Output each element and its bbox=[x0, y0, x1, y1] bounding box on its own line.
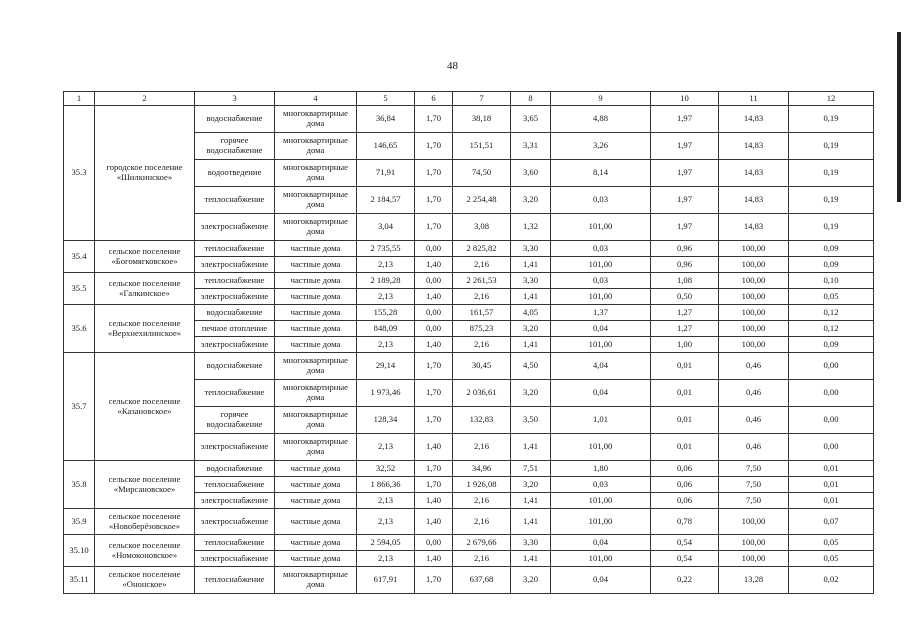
column-number-5: 5 bbox=[357, 92, 415, 106]
value-col-7: 132,83 bbox=[453, 407, 511, 434]
value-col-12: 0,12 bbox=[789, 321, 874, 337]
table-row bbox=[64, 305, 874, 321]
value-col-9: 101,00 bbox=[551, 493, 651, 509]
value-col-5: 2,13 bbox=[357, 509, 415, 535]
housing-type: частные дома bbox=[275, 337, 357, 353]
value-col-9: 0,04 bbox=[551, 321, 651, 337]
housing-type: многоквартирные дома bbox=[275, 567, 357, 594]
housing-type: многоквартирные дома bbox=[275, 106, 357, 133]
value-col-9: 101,00 bbox=[551, 214, 651, 241]
value-col-6: 1,70 bbox=[415, 133, 453, 160]
value-col-6: 1,70 bbox=[415, 187, 453, 214]
value-col-8: 3,20 bbox=[511, 187, 551, 214]
value-col-8: 3,30 bbox=[511, 273, 551, 289]
service-type: теплоснабжение bbox=[195, 535, 275, 551]
value-col-12: 0,05 bbox=[789, 289, 874, 305]
service-type: водоснабжение bbox=[195, 353, 275, 380]
housing-type: частные дома bbox=[275, 535, 357, 551]
value-col-10: 0,06 bbox=[651, 461, 719, 477]
value-col-6: 0,00 bbox=[415, 535, 453, 551]
value-col-12: 0,19 bbox=[789, 133, 874, 160]
value-col-9: 4,88 bbox=[551, 106, 651, 133]
value-col-11: 14,83 bbox=[719, 160, 789, 187]
service-type: теплоснабжение bbox=[195, 273, 275, 289]
service-type: электроснабжение bbox=[195, 551, 275, 567]
value-col-11: 14,83 bbox=[719, 133, 789, 160]
service-type: теплоснабжение bbox=[195, 380, 275, 407]
value-col-7: 875,23 bbox=[453, 321, 511, 337]
value-col-7: 2,16 bbox=[453, 257, 511, 273]
value-col-8: 1,32 bbox=[511, 214, 551, 241]
value-col-5: 71,91 bbox=[357, 160, 415, 187]
row-group-id: 35.8 bbox=[64, 461, 95, 509]
value-col-5: 29,14 bbox=[357, 353, 415, 380]
value-col-10: 0,01 bbox=[651, 407, 719, 434]
table-row bbox=[64, 567, 874, 594]
service-type: теплоснабжение bbox=[195, 187, 275, 214]
value-col-10: 0,01 bbox=[651, 380, 719, 407]
value-col-9: 1,80 bbox=[551, 461, 651, 477]
value-col-7: 2,16 bbox=[453, 509, 511, 535]
value-col-9: 8,14 bbox=[551, 160, 651, 187]
value-col-9: 101,00 bbox=[551, 551, 651, 567]
value-col-12: 0,00 bbox=[789, 407, 874, 434]
housing-type: частные дома bbox=[275, 493, 357, 509]
value-col-5: 128,34 bbox=[357, 407, 415, 434]
value-col-5: 2 594,05 bbox=[357, 535, 415, 551]
value-col-8: 1,41 bbox=[511, 509, 551, 535]
column-number-1: 1 bbox=[64, 92, 95, 106]
table-row bbox=[64, 353, 874, 380]
value-col-9: 4,04 bbox=[551, 353, 651, 380]
value-col-5: 2 735,55 bbox=[357, 241, 415, 257]
value-col-10: 0,50 bbox=[651, 289, 719, 305]
housing-type: многоквартирные дома bbox=[275, 214, 357, 241]
value-col-12: 0,09 bbox=[789, 337, 874, 353]
housing-type: многоквартирные дома bbox=[275, 353, 357, 380]
service-type: электроснабжение bbox=[195, 257, 275, 273]
value-col-5: 2 184,57 bbox=[357, 187, 415, 214]
value-col-5: 2,13 bbox=[357, 337, 415, 353]
housing-type: многоквартирные дома bbox=[275, 380, 357, 407]
value-col-7: 2,16 bbox=[453, 337, 511, 353]
value-col-7: 2,16 bbox=[453, 493, 511, 509]
value-col-11: 13,28 bbox=[719, 567, 789, 594]
value-col-10: 0,01 bbox=[651, 434, 719, 461]
value-col-5: 848,09 bbox=[357, 321, 415, 337]
column-number-2: 2 bbox=[95, 92, 195, 106]
column-number-10: 10 bbox=[651, 92, 719, 106]
value-col-11: 100,00 bbox=[719, 257, 789, 273]
service-type: электроснабжение bbox=[195, 214, 275, 241]
value-col-10: 0,54 bbox=[651, 551, 719, 567]
value-col-8: 3,20 bbox=[511, 477, 551, 493]
value-col-7: 151,51 bbox=[453, 133, 511, 160]
value-col-7: 1 926,08 bbox=[453, 477, 511, 493]
value-col-7: 34,96 bbox=[453, 461, 511, 477]
value-col-10: 1,27 bbox=[651, 305, 719, 321]
value-col-7: 637,68 bbox=[453, 567, 511, 594]
value-col-9: 101,00 bbox=[551, 434, 651, 461]
value-col-10: 0,06 bbox=[651, 477, 719, 493]
value-col-5: 32,52 bbox=[357, 461, 415, 477]
value-col-6: 1,70 bbox=[415, 567, 453, 594]
housing-type: многоквартирные дома bbox=[275, 133, 357, 160]
value-col-12: 0,07 bbox=[789, 509, 874, 535]
value-col-12: 0,00 bbox=[789, 434, 874, 461]
settlement-name: сельское поселение «Галкинское» bbox=[95, 273, 195, 305]
table-header-row bbox=[64, 92, 874, 106]
settlement-name: сельское поселение «Ононское» bbox=[95, 567, 195, 594]
value-col-9: 0,04 bbox=[551, 380, 651, 407]
value-col-6: 1,70 bbox=[415, 380, 453, 407]
value-col-10: 1,08 bbox=[651, 273, 719, 289]
service-type: теплоснабжение bbox=[195, 477, 275, 493]
service-type: горячее водоснабжение bbox=[195, 133, 275, 160]
housing-type: частные дома bbox=[275, 241, 357, 257]
value-col-12: 0,02 bbox=[789, 567, 874, 594]
value-col-7: 38,18 bbox=[453, 106, 511, 133]
value-col-6: 1,70 bbox=[415, 106, 453, 133]
value-col-5: 1 866,36 bbox=[357, 477, 415, 493]
value-col-11: 100,00 bbox=[719, 509, 789, 535]
value-col-6: 0,00 bbox=[415, 241, 453, 257]
value-col-8: 1,41 bbox=[511, 257, 551, 273]
value-col-12: 0,10 bbox=[789, 273, 874, 289]
value-col-6: 1,40 bbox=[415, 434, 453, 461]
column-number-4: 4 bbox=[275, 92, 357, 106]
value-col-5: 146,65 bbox=[357, 133, 415, 160]
value-col-11: 14,83 bbox=[719, 106, 789, 133]
value-col-8: 1,41 bbox=[511, 551, 551, 567]
value-col-11: 7,50 bbox=[719, 461, 789, 477]
housing-type: частные дома bbox=[275, 321, 357, 337]
value-col-9: 3,26 bbox=[551, 133, 651, 160]
value-col-8: 3,20 bbox=[511, 321, 551, 337]
column-number-8: 8 bbox=[511, 92, 551, 106]
value-col-9: 0,04 bbox=[551, 535, 651, 551]
value-col-6: 1,40 bbox=[415, 289, 453, 305]
housing-type: частные дома bbox=[275, 289, 357, 305]
value-col-8: 3,31 bbox=[511, 133, 551, 160]
value-col-6: 1,40 bbox=[415, 493, 453, 509]
value-col-7: 3,08 bbox=[453, 214, 511, 241]
value-col-10: 1,27 bbox=[651, 321, 719, 337]
row-group-id: 35.4 bbox=[64, 241, 95, 273]
value-col-10: 0,06 bbox=[651, 493, 719, 509]
service-type: электроснабжение bbox=[195, 337, 275, 353]
page-edge-rule bbox=[897, 32, 901, 202]
value-col-6: 1,40 bbox=[415, 257, 453, 273]
value-col-9: 101,00 bbox=[551, 289, 651, 305]
value-col-11: 0,46 bbox=[719, 380, 789, 407]
column-number-7: 7 bbox=[453, 92, 511, 106]
value-col-9: 0,03 bbox=[551, 241, 651, 257]
value-col-10: 1,97 bbox=[651, 133, 719, 160]
column-number-11: 11 bbox=[719, 92, 789, 106]
value-col-5: 2,13 bbox=[357, 434, 415, 461]
value-col-12: 0,01 bbox=[789, 493, 874, 509]
value-col-7: 74,50 bbox=[453, 160, 511, 187]
value-col-8: 3,20 bbox=[511, 567, 551, 594]
value-col-8: 7,51 bbox=[511, 461, 551, 477]
value-col-5: 2,13 bbox=[357, 257, 415, 273]
value-col-5: 3,04 bbox=[357, 214, 415, 241]
value-col-11: 7,50 bbox=[719, 477, 789, 493]
row-group-id: 35.5 bbox=[64, 273, 95, 305]
value-col-10: 1,97 bbox=[651, 106, 719, 133]
value-col-5: 1 973,46 bbox=[357, 380, 415, 407]
value-col-12: 0,01 bbox=[789, 477, 874, 493]
value-col-10: 1,97 bbox=[651, 160, 719, 187]
value-col-11: 100,00 bbox=[719, 289, 789, 305]
housing-type: частные дома bbox=[275, 461, 357, 477]
row-group-id: 35.7 bbox=[64, 353, 95, 461]
value-col-11: 100,00 bbox=[719, 535, 789, 551]
value-col-6: 0,00 bbox=[415, 305, 453, 321]
row-group-id: 35.3 bbox=[64, 106, 95, 241]
value-col-8: 1,41 bbox=[511, 434, 551, 461]
value-col-9: 101,00 bbox=[551, 337, 651, 353]
settlement-name: сельское поселение «Богомягковское» bbox=[95, 241, 195, 273]
value-col-5: 36,84 bbox=[357, 106, 415, 133]
value-col-7: 2 679,66 bbox=[453, 535, 511, 551]
value-col-10: 1,00 bbox=[651, 337, 719, 353]
value-col-11: 100,00 bbox=[719, 551, 789, 567]
housing-type: многоквартирные дома bbox=[275, 407, 357, 434]
value-col-6: 1,70 bbox=[415, 353, 453, 380]
page-number: 48 bbox=[447, 60, 458, 72]
housing-type: частные дома bbox=[275, 551, 357, 567]
value-col-5: 2,13 bbox=[357, 493, 415, 509]
value-col-11: 100,00 bbox=[719, 321, 789, 337]
value-col-6: 0,00 bbox=[415, 273, 453, 289]
table-row bbox=[64, 106, 874, 133]
value-col-12: 0,01 bbox=[789, 461, 874, 477]
value-col-7: 2 036,61 bbox=[453, 380, 511, 407]
service-type: водоснабжение bbox=[195, 461, 275, 477]
value-col-10: 0,22 bbox=[651, 567, 719, 594]
column-number-6: 6 bbox=[415, 92, 453, 106]
table-row bbox=[64, 509, 874, 535]
column-number-12: 12 bbox=[789, 92, 874, 106]
table-row bbox=[64, 241, 874, 257]
row-group-id: 35.11 bbox=[64, 567, 95, 594]
settlement-name: городское поселение «Шилкинское» bbox=[95, 106, 195, 241]
service-type: печное отопление bbox=[195, 321, 275, 337]
value-col-9: 0,03 bbox=[551, 273, 651, 289]
table-row bbox=[64, 273, 874, 289]
value-col-11: 7,50 bbox=[719, 493, 789, 509]
value-col-11: 0,46 bbox=[719, 353, 789, 380]
value-col-8: 1,41 bbox=[511, 337, 551, 353]
value-col-6: 1,70 bbox=[415, 477, 453, 493]
value-col-10: 1,97 bbox=[651, 214, 719, 241]
value-col-9: 0,03 bbox=[551, 187, 651, 214]
value-col-11: 14,83 bbox=[719, 187, 789, 214]
value-col-7: 2 254,48 bbox=[453, 187, 511, 214]
value-col-6: 0,00 bbox=[415, 321, 453, 337]
value-col-6: 1,70 bbox=[415, 160, 453, 187]
value-col-12: 0,09 bbox=[789, 241, 874, 257]
value-col-12: 0,00 bbox=[789, 353, 874, 380]
value-col-7: 2,16 bbox=[453, 551, 511, 567]
value-col-8: 1,41 bbox=[511, 289, 551, 305]
service-type: водоснабжение bbox=[195, 106, 275, 133]
value-col-12: 0,19 bbox=[789, 214, 874, 241]
service-type: электроснабжение bbox=[195, 509, 275, 535]
table-row bbox=[64, 461, 874, 477]
service-type: водоотведение bbox=[195, 160, 275, 187]
value-col-9: 0,04 bbox=[551, 567, 651, 594]
value-col-8: 3,30 bbox=[511, 535, 551, 551]
column-number-9: 9 bbox=[551, 92, 651, 106]
value-col-12: 0,19 bbox=[789, 106, 874, 133]
value-col-12: 0,09 bbox=[789, 257, 874, 273]
settlement-name: сельское поселение «Номоконовское» bbox=[95, 535, 195, 567]
value-col-8: 4,05 bbox=[511, 305, 551, 321]
value-col-8: 3,65 bbox=[511, 106, 551, 133]
value-col-7: 161,57 bbox=[453, 305, 511, 321]
value-col-11: 100,00 bbox=[719, 241, 789, 257]
value-col-7: 2 261,53 bbox=[453, 273, 511, 289]
value-col-10: 0,01 bbox=[651, 353, 719, 380]
value-col-6: 1,40 bbox=[415, 337, 453, 353]
value-col-10: 1,97 bbox=[651, 187, 719, 214]
service-type: теплоснабжение bbox=[195, 567, 275, 594]
housing-type: многоквартирные дома bbox=[275, 434, 357, 461]
housing-type: частные дома bbox=[275, 305, 357, 321]
housing-type: многоквартирные дома bbox=[275, 187, 357, 214]
value-col-9: 101,00 bbox=[551, 509, 651, 535]
value-col-8: 3,30 bbox=[511, 241, 551, 257]
value-col-10: 0,96 bbox=[651, 241, 719, 257]
housing-type: частные дома bbox=[275, 273, 357, 289]
value-col-8: 3,20 bbox=[511, 380, 551, 407]
value-col-10: 0,96 bbox=[651, 257, 719, 273]
value-col-5: 2,13 bbox=[357, 289, 415, 305]
service-type: электроснабжение bbox=[195, 289, 275, 305]
value-col-12: 0,05 bbox=[789, 551, 874, 567]
value-col-11: 0,46 bbox=[719, 407, 789, 434]
value-col-11: 14,83 bbox=[719, 214, 789, 241]
value-col-9: 1,01 bbox=[551, 407, 651, 434]
value-col-6: 1,70 bbox=[415, 214, 453, 241]
value-col-10: 0,54 bbox=[651, 535, 719, 551]
service-type: теплоснабжение bbox=[195, 241, 275, 257]
service-type: электроснабжение bbox=[195, 434, 275, 461]
value-col-8: 1,41 bbox=[511, 493, 551, 509]
column-number-3: 3 bbox=[195, 92, 275, 106]
value-col-7: 2,16 bbox=[453, 434, 511, 461]
value-col-11: 100,00 bbox=[719, 305, 789, 321]
service-type: горячее водоснабжение bbox=[195, 407, 275, 434]
value-col-5: 2,13 bbox=[357, 551, 415, 567]
settlement-name: сельское поселение «Казановское» bbox=[95, 353, 195, 461]
row-group-id: 35.10 bbox=[64, 535, 95, 567]
housing-type: частные дома bbox=[275, 477, 357, 493]
value-col-7: 30,45 bbox=[453, 353, 511, 380]
value-col-10: 0,78 bbox=[651, 509, 719, 535]
value-col-6: 1,40 bbox=[415, 551, 453, 567]
housing-type: многоквартирные дома bbox=[275, 160, 357, 187]
service-type: электроснабжение bbox=[195, 493, 275, 509]
value-col-12: 0,05 bbox=[789, 535, 874, 551]
value-col-11: 0,46 bbox=[719, 434, 789, 461]
settlement-name: сельское поселение «Верхнехилинское» bbox=[95, 305, 195, 353]
housing-type: частные дома bbox=[275, 509, 357, 535]
value-col-12: 0,19 bbox=[789, 160, 874, 187]
value-col-11: 100,00 bbox=[719, 337, 789, 353]
value-col-8: 4,50 bbox=[511, 353, 551, 380]
value-col-5: 2 189,28 bbox=[357, 273, 415, 289]
service-type: водоснабжение bbox=[195, 305, 275, 321]
value-col-9: 1,37 bbox=[551, 305, 651, 321]
value-col-6: 1,70 bbox=[415, 461, 453, 477]
value-col-12: 0,19 bbox=[789, 187, 874, 214]
value-col-12: 0,00 bbox=[789, 380, 874, 407]
settlement-name: сельское поселение «Новоберёзовское» bbox=[95, 509, 195, 535]
value-col-6: 1,70 bbox=[415, 407, 453, 434]
value-col-8: 3,50 bbox=[511, 407, 551, 434]
row-group-id: 35.6 bbox=[64, 305, 95, 353]
tariff-table bbox=[63, 91, 874, 594]
value-col-7: 2,16 bbox=[453, 289, 511, 305]
value-col-5: 617,91 bbox=[357, 567, 415, 594]
table-row bbox=[64, 535, 874, 551]
value-col-8: 3,60 bbox=[511, 160, 551, 187]
value-col-6: 1,40 bbox=[415, 509, 453, 535]
value-col-11: 100,00 bbox=[719, 273, 789, 289]
settlement-name: сельское поселение «Мирсановское» bbox=[95, 461, 195, 509]
value-col-9: 101,00 bbox=[551, 257, 651, 273]
value-col-5: 155,28 bbox=[357, 305, 415, 321]
row-group-id: 35.9 bbox=[64, 509, 95, 535]
value-col-9: 0,03 bbox=[551, 477, 651, 493]
value-col-12: 0,12 bbox=[789, 305, 874, 321]
housing-type: частные дома bbox=[275, 257, 357, 273]
value-col-7: 2 825,82 bbox=[453, 241, 511, 257]
